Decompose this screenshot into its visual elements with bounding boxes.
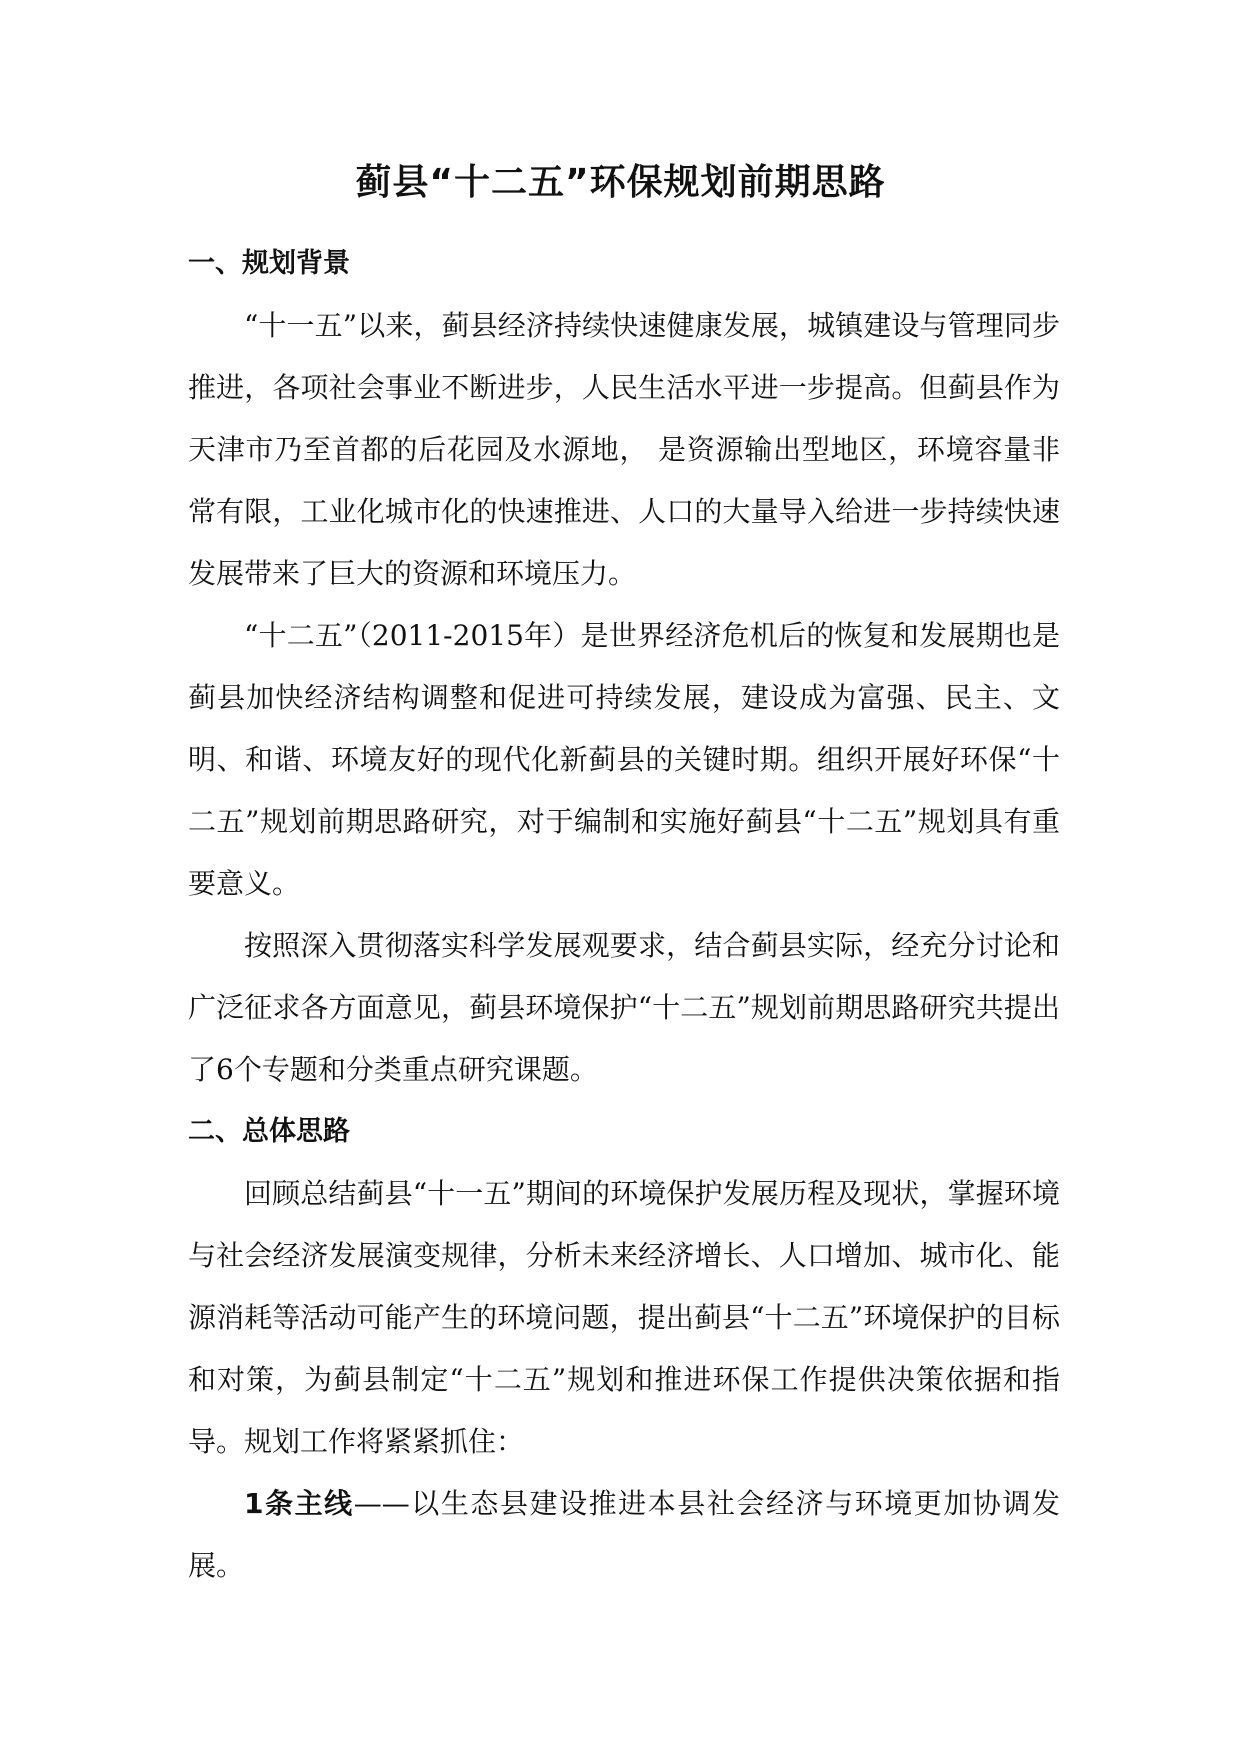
paragraph: 按照深入贯彻落实科学发展观要求，结合蓟县实际，经充分讨论和广泛征求各方面意见，蓟县环境保护“十二五”规划前期思路研究共提出了6个专题和分类重点研究课题。: [188, 929, 1060, 1086]
paragraph: “十二五”（2011-2015年）是世界经济危机后的恢复和发展期也是蓟县加快经济结构调整和促进可持续发展，建设成为富强、民主、文明、和谐、环境友好的现代化新蓟县的关键时期。组织开展好环保“十二五”规划前期思路研究，对于编制和实施好蓟县“十二五”规划具有重要意义。: [188, 619, 1060, 900]
paragraph: 回顾总结蓟县“十一五”期间的环境保护发展历程及现状，掌握环境与社会经济发展演变规律，分析未来经济增长、人口增加、城市化、能源消耗等活动可能产生的环境问题，提出蓟县“十二五”环境保护的目标和对策，为蓟县制定“十二五”规划和推进环保工作提供决策依据和指导。规划工作将紧紧抓住：: [188, 1177, 1060, 1458]
section-heading-overall-approach: 二、总体思路: [188, 1116, 350, 1147]
document-body: [188, 233, 1060, 1597]
paragraph-text: ——以生态县建设推进本县社会经济与环境更加协调发展。: [188, 1487, 1060, 1582]
page-title: 蓟县“十二五”环保规划前期思路: [355, 162, 886, 203]
paragraph-main-line: [188, 1473, 1060, 1597]
paragraph: “十一五”以来，蓟县经济持续快速健康发展，城镇建设与管理同步推进，各项社会事业不断进步，人民生活水平进一步提高。但蓟县作为天津市乃至首都的后花园及水源地， 是资源输出型地区，环境容量非常有限，工业化城市化的快速推进、人口的大量导入给进一步持续快速发展带来了巨大的资源和环境压力。: [188, 309, 1060, 590]
section-heading-background: 一、规划背景: [188, 248, 350, 279]
bold-lead-text: 1条主线: [244, 1487, 354, 1520]
